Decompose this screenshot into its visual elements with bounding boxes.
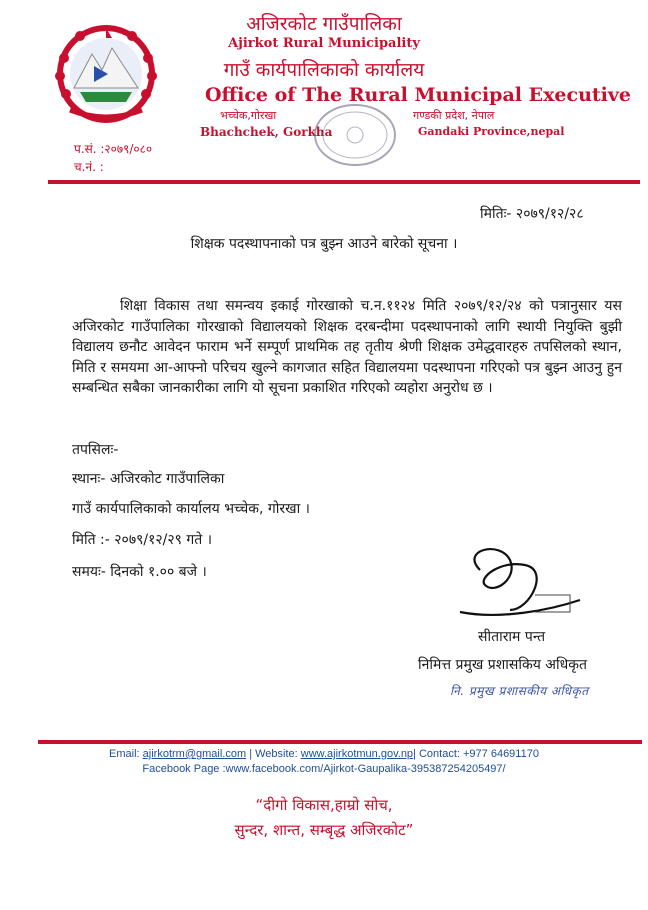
slogan-line-1: “दीगो विकास,हाम्रो सोच, [255, 796, 393, 814]
contact-info: | Contact: +977 64691170 [413, 748, 539, 760]
address-right-nepali: गण्डकी प्रदेश, नेपाल [413, 109, 495, 122]
details-time: समयः- दिनको १.०० बजे । [72, 564, 207, 580]
dispatch-number: च.नं. : [74, 160, 104, 174]
letter-reference-number: प.सं. :२०७९/०८० [74, 142, 153, 156]
signatory-title: निमित्त प्रमुख प्रशासकिय अधिकृत [418, 657, 587, 673]
email-link[interactable]: ajirkotrm@gmail.com [142, 748, 247, 760]
address-right-english: Gandaki Province,nepal [418, 125, 565, 138]
details-date: मिति :- २०७९/१२/२९ गते । [72, 532, 213, 548]
handwritten-signature [440, 540, 590, 625]
office-seal-stamp-icon [310, 100, 400, 170]
details-location: स्थानः- अजिरकोट गाउँपालिका [72, 471, 225, 487]
address-left-nepali: भच्चेक,गोरखा [220, 109, 277, 122]
website-label: | Website: [249, 748, 298, 760]
municipality-name-nepali: अजिरकोट गाउँपालिका [246, 13, 402, 35]
slogan-line-2: सुन्दर, शान्त, सम्बृद्ध अजिरकोट” [234, 821, 414, 839]
signatory-name: सीताराम पन्त [478, 629, 546, 645]
details-heading: तपसिलः- [72, 442, 119, 458]
header-divider [48, 180, 640, 184]
website-link[interactable]: www.ajirkotmun.gov.np [300, 748, 414, 760]
municipality-name-english: Ajirkot Rural Municipality [228, 36, 420, 51]
details-office: गाउँ कार्यपालिकाको कार्यालय भच्चेक, गोरखा । [72, 501, 310, 517]
facebook-page-link[interactable]: Facebook Page :www.facebook.com/Ajirkot-Gaupalika-395387254205497/ [142, 763, 506, 775]
letter-date: मितिः- २०७९/१२/२८ [480, 206, 584, 222]
letter-subject: शिक्षक पदस्थापनाको पत्र बुझ्न आउने बारेको सूचना । [190, 236, 458, 252]
office-name-english: Office of The Rural Municipal Executive [205, 84, 632, 106]
designation-stamp: नि. प्रमुख प्रशासकीय अधिकृत [450, 684, 589, 698]
footer-divider [38, 740, 642, 744]
footer-contact-line [0, 748, 648, 760]
office-name-nepali: गाउँ कार्यपालिकाको कार्यालय [223, 59, 425, 81]
email-label: Email: [109, 748, 140, 760]
letter-body: शिक्षा विकास तथा समन्वय इकाई गोरखाको च.न.११२४ मिति २०७९/१२/२४ को पत्रानुसार यस अजिरकोट गाउँपालिका गोरखाको विद्यालयको शिक्षक दरबन्दीमा पदस्थापनाको लागि स्थायी नियुक्ति बुझी विद्यालय छनौट आवेदन फाराम भर्ने सम्पूर्ण प्राथमिक तह तृतीय श्रेणी शिक्षक उमेद्धवारहरु तपसिलको स्थान, मिति र समयमा आ-आफ्नो परिचय खुल्ने कागजात सहित विद्यालयमा पदस्थापना गरिएको पत्र बुझ्न आउनु हुन सम्बन्धित सबैका जानकारीका लागि यो सूचना प्रकाशित गरिएको व्यहोरा अनुरोध छ । [72, 298, 622, 396]
address-left-english: Bhachchek, Gorkha [200, 125, 333, 139]
